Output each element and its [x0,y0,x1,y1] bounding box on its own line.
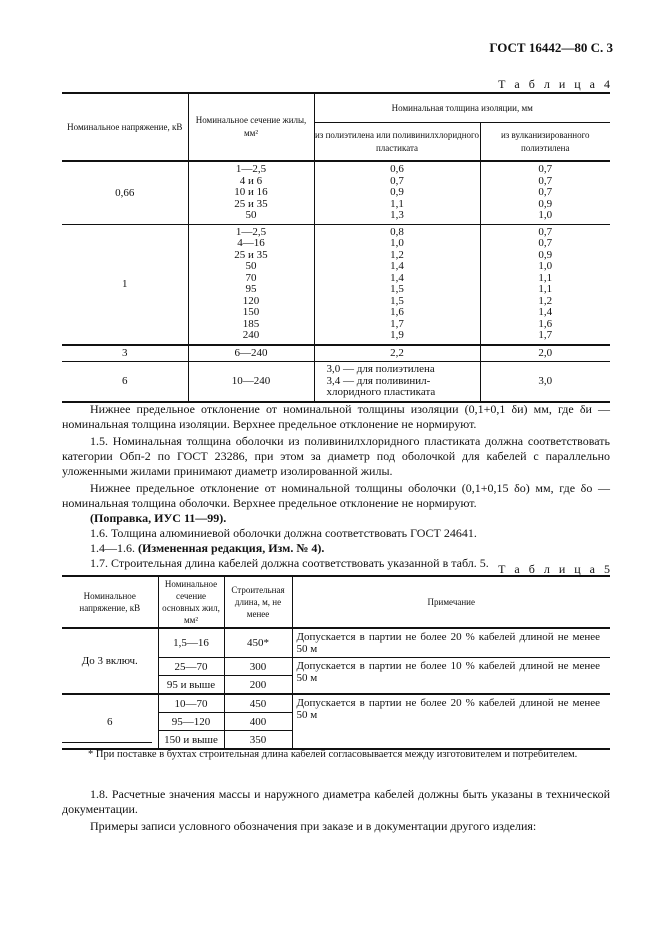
cell-line: 1,3 [390,209,404,221]
cell-line: 0,6 [390,163,404,175]
cell-line: 50 [245,209,257,221]
cell-line: 0,9 [538,248,553,261]
t5-section: 25—70 [158,658,224,676]
cell-line: 1,1 [538,283,553,295]
cell-line: 3,0 — для полиэтилена [326,363,435,375]
t4-header-section: Номинальное сечение жилы, мм² [188,93,314,161]
t4-section-list [188,224,314,345]
t4-header-voltage: Номинальное напряжение, кВ [62,93,188,161]
t5-note: Допускается в партии не более 10 % кабелей длиной не менее 50 м [292,658,610,695]
t5-length: 450 [224,694,292,713]
cell-line: 2,2 [390,346,404,359]
cell-line: 0,7 [538,174,553,187]
cell-line: 0,7 [538,186,553,198]
cell-line: 1,4 [390,271,404,284]
t4-pe-list [314,345,480,362]
amendment-note: (Поправка, ИУС 11—99). [90,511,227,525]
cell-line: 1,6 [390,306,404,318]
t5-note: Допускается в партии не более 20 % кабелей длиной не менее 50 м [292,694,610,749]
t5-length: 450* [224,628,292,658]
t5-section: 10—70 [158,694,224,713]
paragraph-1-5: 1.5. Номинальная толщина оболочки из поливинилхлоридного пластиката должна соответствовать категории Обп-2 по ГОСТ 23286, при этом за диаметр под оболочкой для кабелей с параллельно уложенными жилами принимают диаметр изолированной жилы. [62,434,610,478]
cell-line: 1,4 [390,260,404,272]
t4-voltage: 6 [122,375,128,388]
t5-header-section: Номинальное сечение основных жил, мм² [158,576,224,628]
t4-rubber-list [480,362,610,402]
cell-line: 0,7 [538,225,553,238]
t4-section-list [188,161,314,224]
table-4 [62,92,610,403]
t5-section: 150 и выше [158,731,224,750]
cell-line: 0,9 [390,186,404,198]
t4-header-thickness: Номинальная толщина изоляции, мм [314,93,610,123]
cell-line: 70 [245,271,257,284]
cell-line: 150 [242,306,260,318]
cell-line: 3,4 — для поливинил- [326,374,431,387]
cell-line: хлоридного пластиката [326,386,436,398]
cell-line: 1—2,5 [235,163,267,175]
table4-caption: Т а б л и ц а 4 [498,77,613,91]
table-5 [62,575,610,750]
t4-section-list [188,345,314,362]
cell-line: 1,0 [390,237,404,249]
cell-line: 1,2 [390,248,404,261]
t4-voltage: 3 [122,347,128,360]
cell-line: 2,0 [538,346,553,359]
cell-line: 10 и 16 [234,186,268,198]
revision-note [62,541,610,556]
cell-line: 0,7 [538,163,553,175]
cell-line: 25 и 35 [234,248,268,261]
t5-length: 300 [224,658,292,676]
cell-line: 120 [242,294,260,307]
cell-line: 25 и 35 [234,197,268,210]
table5-caption: Т а б л и ц а 5 [498,562,613,576]
cell-line: 10—240 [231,375,271,388]
t4-voltage: 1 [122,278,128,290]
revision-note-text: (Измененная редакция, Изм. № 4). [138,541,325,555]
cell-line: 1,4 [538,306,553,318]
cell-line: 0,8 [390,225,404,238]
t5-section: 95 и выше [158,676,224,695]
t4-section-list [188,362,314,402]
t5-section: 95—120 [158,713,224,731]
cell-line: 1,2 [538,294,553,307]
t4-rubber-list [480,161,610,224]
cell-line: 240 [242,329,260,341]
paragraph-1-6: 1.6. Толщина алюминиевой оболочки должна соответствовать ГОСТ 24641. [90,526,477,540]
cell-line: 6—240 [234,346,268,359]
paragraph-sheath-tolerance: Нижнее предельное отклонение от номинальной толщины оболочки (0,1+0,15 δо) мм, где δо — номинальная толщина оболочки. Верхнее предельное отклонение не нормируют. [62,481,610,510]
cell-line: 1,7 [538,329,553,341]
cell-line: 1,1 [538,271,553,284]
cell-line: 1,5 [390,283,404,295]
t5-note: Допускается в партии не более 20 % кабелей длиной не менее 50 м [292,628,610,658]
t5-length: 200 [224,676,292,695]
t4-voltage: 0,66 [115,186,135,199]
t5-voltage: До 3 включ. [62,628,158,694]
cell-line: 0,9 [538,197,553,210]
t4-pe-list [314,362,480,402]
cell-line: 3,0 [538,375,553,388]
footnote: * При поставке в бухтах строительная длина кабелей согласовывается между изготовителем и потребителем. [88,749,578,760]
footnote-divider [62,742,152,743]
cell-line: 4 и 6 [239,174,263,187]
cell-line: 1,0 [538,209,553,221]
cell-line: 95 [245,283,257,295]
cell-line: 50 [245,260,257,272]
cell-line: 1,6 [538,317,553,330]
t4-rubber-list [480,224,610,345]
page-header: ГОСТ 16442—80 С. 3 [489,40,613,55]
t5-header-length: Строительная длина, м, не менее [224,576,292,628]
t5-header-voltage: Номинальное напряжение, кВ [79,591,141,613]
paragraph-examples: Примеры записи условного обозначения при заказе и в документации другого изделия: [90,819,537,833]
t4-header-rubber: из вулканизированного полиэтилена [480,123,610,162]
t5-length: 400 [224,713,292,731]
cell-line: 1,1 [390,197,404,210]
paragraph-insulation-tolerance: Нижнее предельное отклонение от номинальной толщины изоляции (0,1+0,1 δи) мм, где δи — номинальная толщина изоляции. Верхнее предельное отклонение не нормируют. [62,402,610,431]
t5-voltage: 6 [62,694,158,749]
revision-note-number: 1.4—1.6. [90,541,138,555]
cell-line: 1—2,5 [235,225,267,238]
t5-header-note: Примечание [292,576,610,628]
t4-pe-list [314,224,480,345]
t5-section: 1,5—16 [158,628,224,658]
t5-length: 350 [224,731,292,750]
cell-line: 0,7 [390,174,404,187]
paragraph-1-8: 1.8. Расчетные значения массы и наружного диаметра кабелей должны быть указаны в технической документации. [62,787,610,816]
cell-line: 1,5 [390,294,404,307]
cell-line: 1,7 [390,317,404,330]
cell-line: 1,0 [538,260,553,272]
t4-pe-list [314,161,480,224]
paragraph-1-7: 1.7. Строительная длина кабелей должна соответствовать указанной в табл. 5. [90,556,489,570]
cell-line: 0,7 [538,237,553,249]
t4-header-pe: из полиэтилена или поливинилхлоридного пластиката [314,123,480,162]
cell-line: 185 [242,317,260,330]
cell-line: 4—16 [237,237,265,249]
cell-line: 1,9 [390,329,404,341]
t4-rubber-list [480,345,610,362]
